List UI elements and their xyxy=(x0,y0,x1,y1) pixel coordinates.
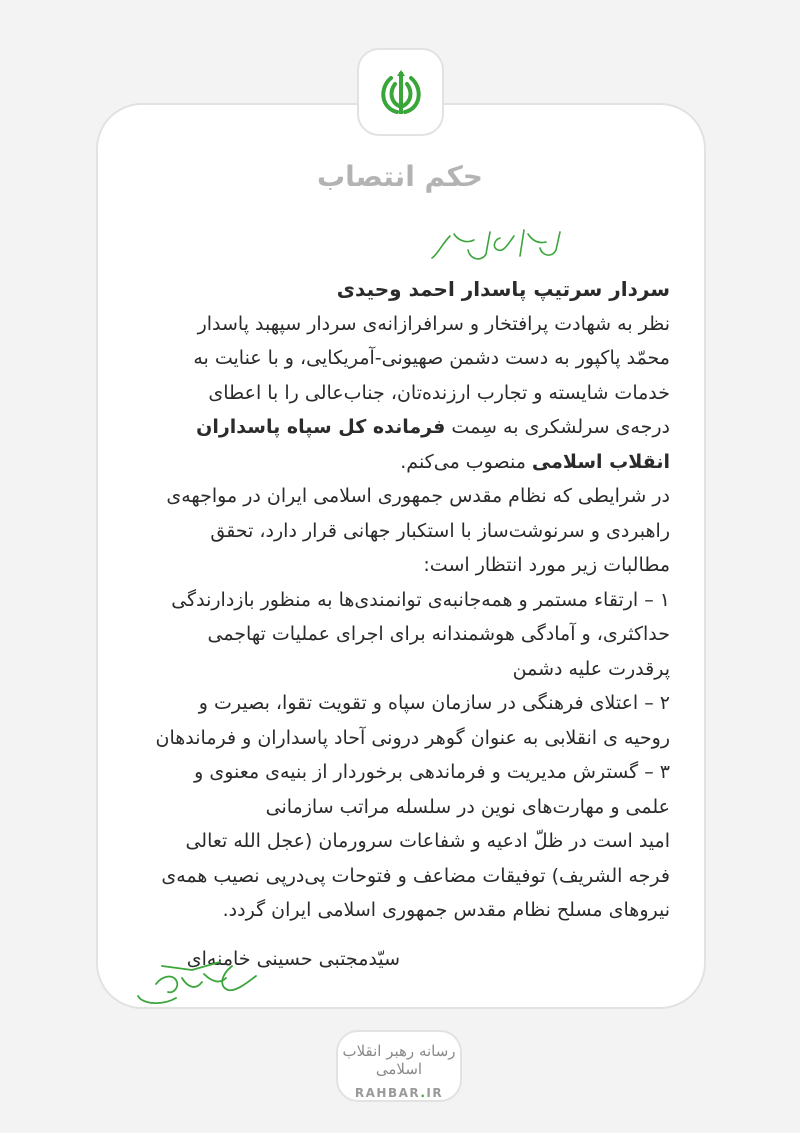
page-title: حکم انتصاب xyxy=(317,160,483,193)
rahbar-logo: رسانه رهبر انقلاب اسلامی xyxy=(342,1042,456,1078)
signer-name: سیّدمجتبی حسینی خامنه‌ای xyxy=(186,948,400,970)
footer-url-main: RAHBAR xyxy=(354,1086,421,1100)
iran-emblem-icon xyxy=(373,64,429,120)
appointment-text-start: نظر به شهادت پرافتخار و سرافرازانه‌ی سردار سپهبد پاسدار محمّد پاکپور به دست دشمن صهیونی-آمریکایی، و با عنایت به خدمات شایسته و تجارب ارزنده‌تان، جناب‌عالی را با اعطای درجه‌ی سرلشکری به سِمت xyxy=(193,312,670,438)
emblem-badge xyxy=(357,48,444,136)
basmala-calligraphy xyxy=(428,222,568,270)
recipient-name: سردار سرتیپ پاسدار احمد وحیدی xyxy=(336,277,670,301)
expectation-item-3: ۳ – گسترش مدیریت و فرماندهی برخوردار از بنیه‌ی معنوی و علمی و مهارت‌های نوین در سلسله مراتب سازمانی xyxy=(194,761,670,818)
footer-url-tld: IR xyxy=(426,1086,444,1100)
expectation-item-1: ۱ – ارتقاء مستمر و همه‌جانبه‌ی توانمندی‌ها به منظور بازدارندگی حداکثری، و آمادگی هوشمندانه برای اجرای عملیات تهاجمی پرقدرت علیه دشمن xyxy=(171,588,670,680)
footer-logo-badge[interactable] xyxy=(336,1030,462,1102)
footer-url xyxy=(338,1086,460,1100)
appointment-position: فرمانده کل سپاه پاسداران انقلاب اسلامی xyxy=(196,416,670,473)
handwritten-signature xyxy=(132,948,262,1008)
appointment-text-end: منصوب می‌کنم. xyxy=(400,450,532,473)
footer-url-dot: . xyxy=(420,1086,427,1100)
expectations-intro: در شرایطی که نظام مقدس جمهوری اسلامی ایران در مواجهه‌ی راهبردی و سرنوشت‌ساز با استکبار جهانی قرار دارد، تحقق مطالبات زیر مورد انتظار است: xyxy=(166,485,670,576)
appointment-paragraph xyxy=(150,307,670,480)
decree-body xyxy=(150,272,670,928)
expectation-item-2: ۲ – اعتلای فرهنگی در سازمان سپاه و تقویت تقوا، بصیرت و روحیه ی انقلابی به عنوان گوهر درونی آحاد پاسداران و فرماندهان xyxy=(155,692,670,749)
closing-paragraph: امید است در ظلّ ادعیه و شفاعات سرورمان (عجل الله تعالی فرجه الشریف) توفیقات مضاعف و فتوحات پی‌درپی نصیب همه‌ی نیروهای مسلح نظام مقدس جمهوری اسلامی ایران گردد. xyxy=(161,830,670,921)
